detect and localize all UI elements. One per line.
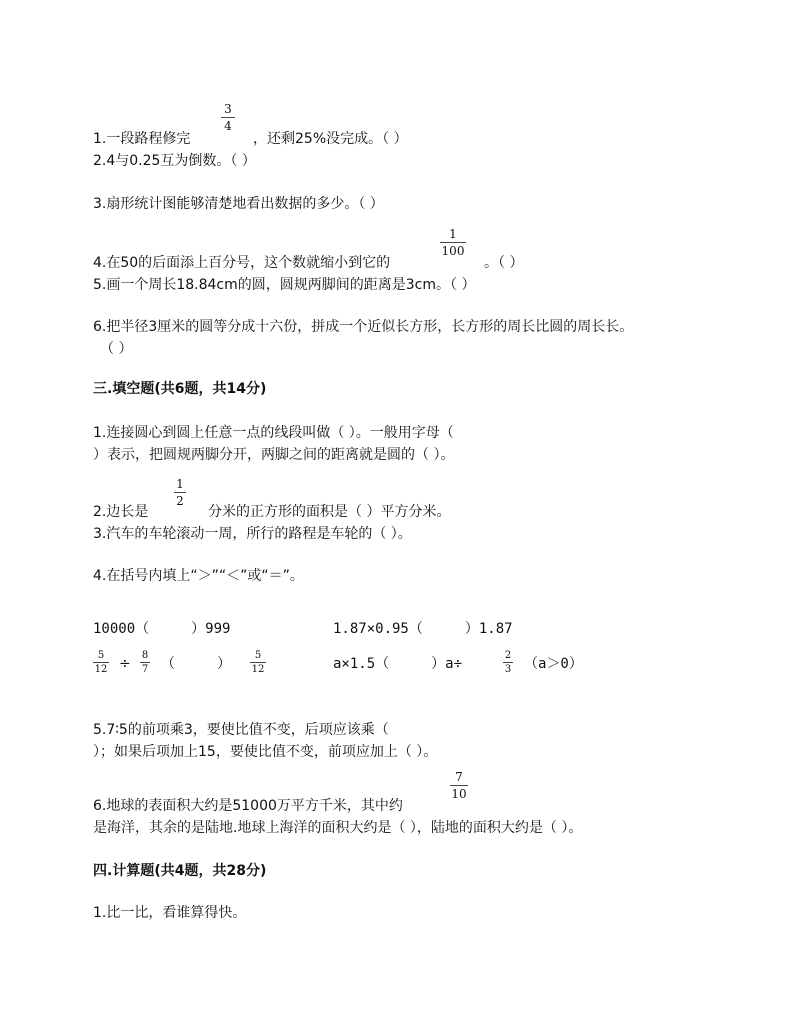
fraction-numerator: 5 — [97, 650, 105, 661]
fraction-numerator: 5 — [254, 650, 262, 661]
judge-q4-text-a: 4.在50的后面添上百分号，这个数就缩小到它的 — [93, 255, 391, 271]
judge-q1-fraction — [221, 102, 235, 133]
compare-row2-fraction-3 — [250, 650, 266, 675]
compare-row2-division-sign: ÷ — [119, 656, 131, 672]
calc-q1: 1.比一比，看谁算得快。 — [93, 905, 247, 921]
fraction-numerator: 7 — [455, 770, 463, 784]
fill-q2-text-a: 2.边长是 — [93, 504, 149, 520]
fraction-denominator: 100 — [441, 244, 465, 258]
judge-q4-text-b: 。（ ） — [484, 255, 524, 271]
fraction-denominator: 3 — [504, 664, 512, 675]
compare-row2-blank: （ ） — [161, 656, 231, 672]
judge-q6-line2: （ ） — [100, 341, 133, 357]
judge-q1-text-b: ，还剩25%没完成。（ ） — [253, 131, 408, 147]
fill-q5-line1: 5.7∶5的前项乘3，要使比值不变，后项应该乘（ — [93, 722, 389, 738]
judge-q4-fraction — [440, 227, 466, 258]
fraction-numerator: 3 — [224, 102, 232, 116]
compare-row2-right-a: a×1.5（ ）a÷ — [333, 656, 463, 672]
fill-q2-fraction — [174, 477, 186, 508]
fraction-numerator: 1 — [176, 477, 184, 491]
judge-q1-text-a: 1.一段路程修完 — [93, 131, 191, 147]
fraction-numerator: 2 — [504, 650, 512, 661]
fill-q1-line2: ）表示，把圆规两脚分开，两脚之间的距离就是圆的（ ）。 — [93, 447, 455, 463]
section-heading-fill-in: 三.填空题(共6题，共14分) — [93, 381, 267, 397]
fraction-denominator: 12 — [251, 664, 265, 675]
compare-row2-right-condition: （a＞0） — [524, 656, 583, 672]
fill-q1-line1: 1.连接圆心到圆上任意一点的线段叫做（ ）。一般用字母（ — [93, 425, 454, 441]
fraction-denominator: 7 — [141, 664, 149, 675]
fill-q6-fraction — [450, 770, 468, 801]
section-heading-calculation: 四.计算题(共4题，共28分) — [93, 863, 267, 879]
fill-q3: 3.汽车的车轮滚动一周，所行的路程是车轮的（ ）。 — [93, 526, 412, 542]
judge-q2: 2.4与0.25互为倒数。（ ） — [93, 153, 256, 169]
fill-q2-text-b: 分米的正方形的面积是（ ）平方分米。 — [208, 504, 451, 520]
fill-q6-line2: 是海洋，其余的是陆地.地球上海洋的面积大约是（ ），陆地的面积大约是（ ）。 — [93, 820, 583, 836]
fraction-numerator: 8 — [141, 650, 149, 661]
fraction-denominator: 12 — [94, 664, 108, 675]
compare-row1-left: 10000（ ）999 — [93, 621, 231, 637]
judge-q3: 3.扇形统计图能够清楚地看出数据的多少。（ ） — [93, 196, 384, 212]
compare-row2-fraction-2 — [140, 650, 150, 675]
fraction-denominator: 2 — [176, 494, 184, 508]
fraction-denominator: 4 — [224, 119, 232, 133]
compare-row2-fraction-1 — [93, 650, 109, 675]
compare-row2-right-fraction — [503, 650, 513, 675]
fill-q5-line2: ）；如果后项加上15，要使比值不变，前项应加上（ ）。 — [93, 744, 438, 760]
fraction-denominator: 10 — [451, 787, 467, 801]
fill-q4: 4.在括号内填上“＞”“＜”或“＝”。 — [93, 568, 304, 584]
judge-q6-line1: 6.把半径3厘米的圆等分成十六份，拼成一个近似长方形，长方形的周长比圆的周长长。 — [93, 319, 634, 335]
fraction-numerator: 1 — [449, 227, 457, 241]
compare-row1-right: 1.87×0.95（ ）1.87 — [333, 621, 513, 637]
judge-q5: 5.画一个周长18.84cm的圆，圆规两脚间的距离是3cm。（ ） — [93, 277, 476, 293]
fill-q6-text-a: 6.地球的表面积大约是51000万平方千米，其中约 — [93, 798, 403, 814]
